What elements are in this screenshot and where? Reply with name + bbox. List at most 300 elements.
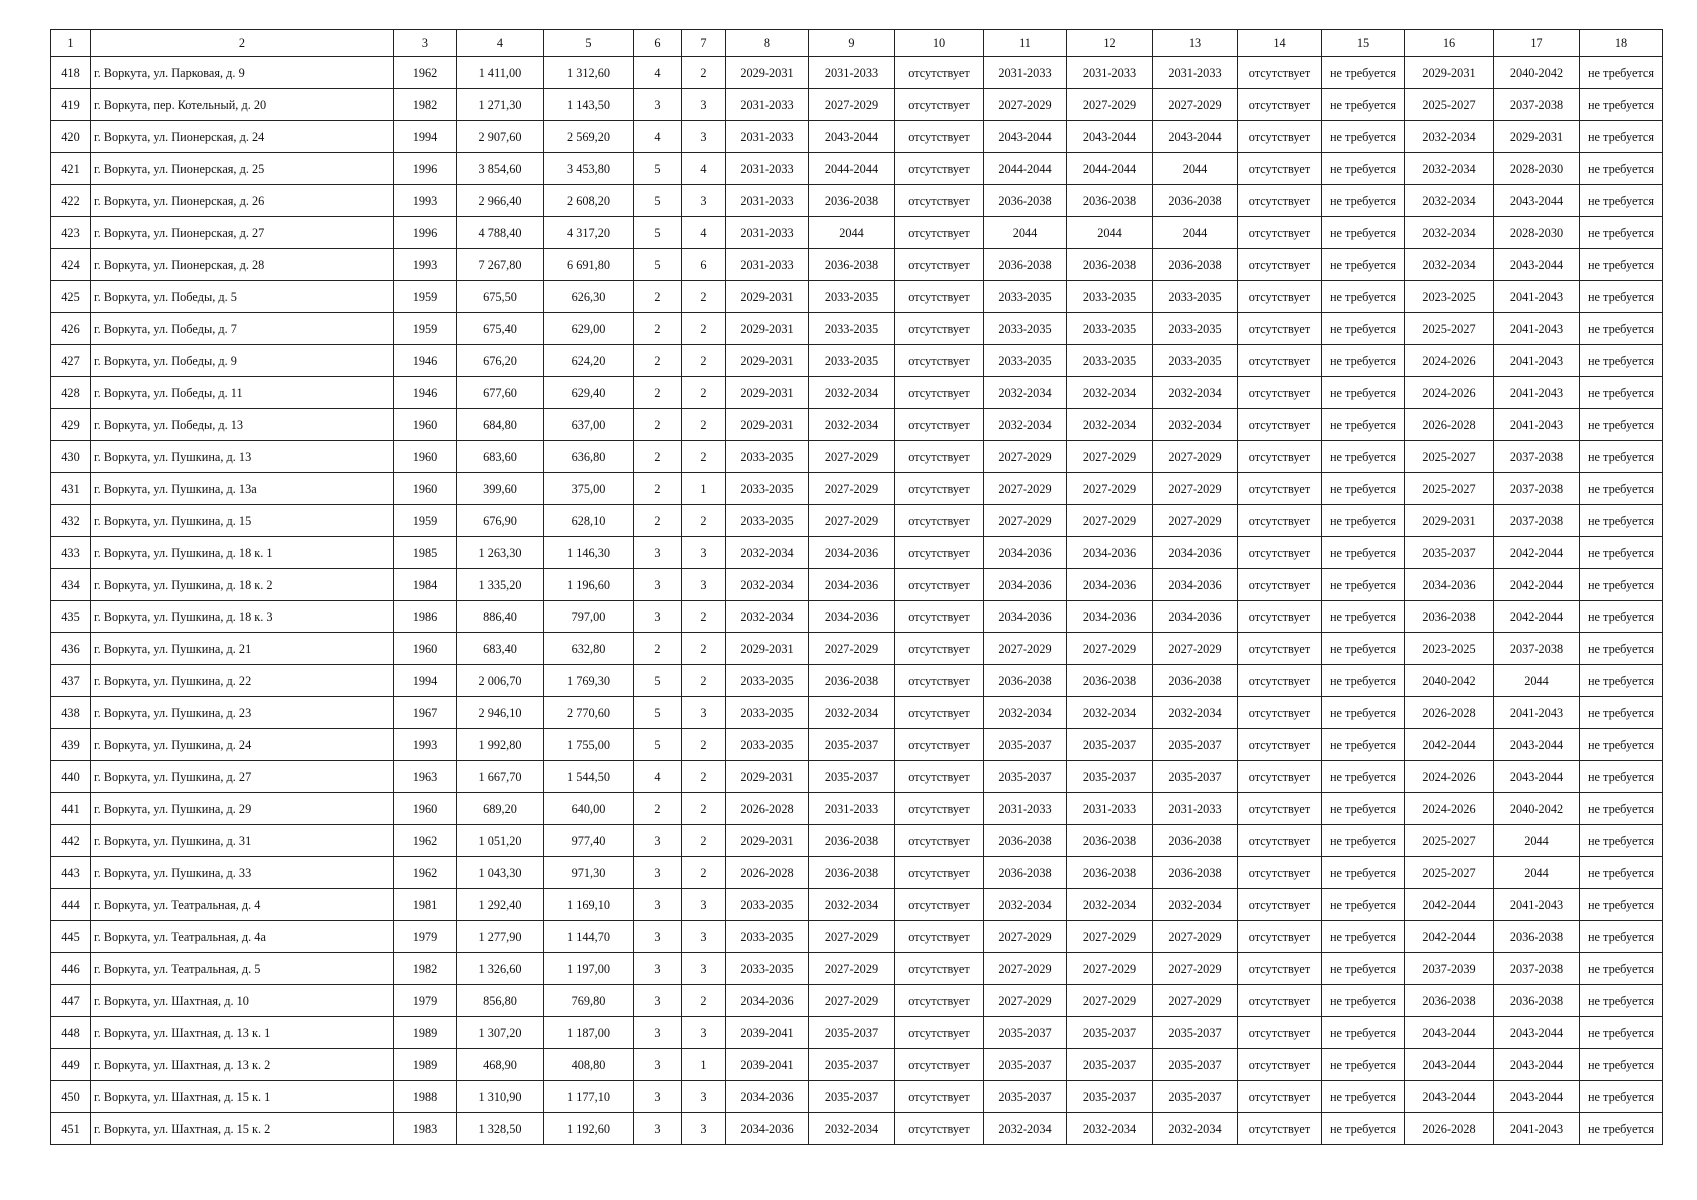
table-row xyxy=(51,537,1663,569)
table-cell: 1960 xyxy=(394,633,457,665)
table-cell: 2 xyxy=(682,825,726,857)
table-cell: 2034-2036 xyxy=(809,537,895,569)
table-cell: 636,80 xyxy=(544,441,634,473)
table-cell: отсутствует xyxy=(1238,537,1322,569)
table-cell: не требуется xyxy=(1580,569,1663,601)
table-cell: 2031-2033 xyxy=(984,57,1067,89)
table-cell: 2023-2025 xyxy=(1405,281,1494,313)
row-number-cell: 444 xyxy=(51,889,91,921)
table-cell: не требуется xyxy=(1580,889,1663,921)
table-cell: 2 xyxy=(634,313,682,345)
table-cell: 1 310,90 xyxy=(457,1081,544,1113)
table-cell: не требуется xyxy=(1322,377,1405,409)
table-cell: 2033-2035 xyxy=(726,665,809,697)
table-cell: 2027-2029 xyxy=(1153,441,1238,473)
table-cell: 3 854,60 xyxy=(457,153,544,185)
table-cell: 2037-2038 xyxy=(1494,441,1580,473)
table-cell: 2032-2034 xyxy=(1405,249,1494,281)
table-cell: 3 xyxy=(682,921,726,953)
table-cell: отсутствует xyxy=(1238,89,1322,121)
table-cell: не требуется xyxy=(1580,505,1663,537)
row-number-cell: 418 xyxy=(51,57,91,89)
table-cell: не требуется xyxy=(1580,953,1663,985)
table-cell: 2031-2033 xyxy=(726,249,809,281)
table-row xyxy=(51,185,1663,217)
row-number-cell: 429 xyxy=(51,409,91,441)
table-cell: отсутствует xyxy=(1238,1017,1322,1049)
table-cell: 399,60 xyxy=(457,473,544,505)
table-cell: 2037-2038 xyxy=(1494,89,1580,121)
table-cell: 1979 xyxy=(394,985,457,1017)
table-cell: 2032-2034 xyxy=(984,889,1067,921)
table-cell: 2 xyxy=(682,761,726,793)
table-cell: 2031-2033 xyxy=(809,793,895,825)
table-cell: отсутствует xyxy=(895,569,984,601)
table-cell: 2027-2029 xyxy=(1067,89,1153,121)
table-cell: 2036-2038 xyxy=(809,825,895,857)
row-number-cell: 441 xyxy=(51,793,91,825)
table-cell: 2044 xyxy=(809,217,895,249)
table-cell: 1984 xyxy=(394,569,457,601)
table-cell: 2036-2038 xyxy=(1153,249,1238,281)
table-cell: 2031-2033 xyxy=(726,121,809,153)
table-cell: не требуется xyxy=(1322,569,1405,601)
table-cell: 2035-2037 xyxy=(1153,761,1238,793)
table-cell: 2 xyxy=(682,633,726,665)
address-cell: г. Воркута, ул. Пионерская, д. 27 xyxy=(91,217,394,249)
table-cell: 2032-2034 xyxy=(809,377,895,409)
table-cell: 2027-2029 xyxy=(1067,505,1153,537)
table-cell: не требуется xyxy=(1322,89,1405,121)
table-cell: отсутствует xyxy=(895,537,984,569)
table-cell: 2041-2043 xyxy=(1494,697,1580,729)
table-cell: отсутствует xyxy=(1238,441,1322,473)
table-cell: отсутствует xyxy=(895,377,984,409)
column-number-4: 4 xyxy=(457,30,544,57)
table-cell: 2037-2038 xyxy=(1494,633,1580,665)
address-cell: г. Воркута, ул. Пушкина, д. 21 xyxy=(91,633,394,665)
table-cell: 629,00 xyxy=(544,313,634,345)
table-cell: 4 xyxy=(634,57,682,89)
document-table-sheet xyxy=(50,29,1662,1145)
table-cell: 4 xyxy=(634,761,682,793)
table-cell: 2044-2044 xyxy=(1067,153,1153,185)
table-cell: 2032-2034 xyxy=(1153,377,1238,409)
table-cell: 2026-2028 xyxy=(726,793,809,825)
table-cell: отсутствует xyxy=(895,185,984,217)
table-cell: 2032-2034 xyxy=(809,889,895,921)
table-cell: 2036-2038 xyxy=(1153,185,1238,217)
table-cell: отсутствует xyxy=(1238,825,1322,857)
table-cell: не требуется xyxy=(1322,281,1405,313)
table-cell: 2033-2035 xyxy=(1067,313,1153,345)
table-cell: 2035-2037 xyxy=(809,1017,895,1049)
row-number-cell: 431 xyxy=(51,473,91,505)
table-cell: 1 xyxy=(682,473,726,505)
address-cell: г. Воркута, ул. Пионерская, д. 28 xyxy=(91,249,394,281)
table-cell: отсутствует xyxy=(1238,793,1322,825)
column-number-3: 3 xyxy=(394,30,457,57)
table-cell: не требуется xyxy=(1580,1017,1663,1049)
table-cell: отсутствует xyxy=(1238,313,1322,345)
row-number-cell: 420 xyxy=(51,121,91,153)
table-cell: 2032-2034 xyxy=(809,697,895,729)
table-cell: 2 xyxy=(634,377,682,409)
table-cell: 2035-2037 xyxy=(1153,1049,1238,1081)
table-cell: 2031-2033 xyxy=(726,153,809,185)
address-cell: г. Воркута, ул. Шахтная, д. 13 к. 2 xyxy=(91,1049,394,1081)
table-cell: не требуется xyxy=(1580,249,1663,281)
address-cell: г. Воркута, ул. Пушкина, д. 18 к. 3 xyxy=(91,601,394,633)
table-cell: не требуется xyxy=(1580,537,1663,569)
table-cell: 2033-2035 xyxy=(726,441,809,473)
table-cell: 3 453,80 xyxy=(544,153,634,185)
table-cell: 2024-2026 xyxy=(1405,793,1494,825)
table-cell: 2029-2031 xyxy=(726,377,809,409)
table-cell: отсутствует xyxy=(1238,953,1322,985)
table-cell: 1 326,60 xyxy=(457,953,544,985)
table-cell: 2025-2027 xyxy=(1405,313,1494,345)
address-cell: г. Воркута, ул. Пушкина, д. 18 к. 2 xyxy=(91,569,394,601)
row-number-cell: 448 xyxy=(51,1017,91,1049)
table-cell: 2043-2044 xyxy=(984,121,1067,153)
table-cell: отсутствует xyxy=(1238,729,1322,761)
table-cell: 2 xyxy=(634,793,682,825)
address-cell: г. Воркута, ул. Победы, д. 9 xyxy=(91,345,394,377)
table-cell: 2032-2034 xyxy=(984,697,1067,729)
row-number-cell: 447 xyxy=(51,985,91,1017)
table-cell: 2034-2036 xyxy=(1067,601,1153,633)
table-cell: отсутствует xyxy=(1238,633,1322,665)
table-cell: 2029-2031 xyxy=(726,825,809,857)
address-cell: г. Воркута, ул. Пушкина, д. 13а xyxy=(91,473,394,505)
table-row xyxy=(51,1081,1663,1113)
table-cell: не требуется xyxy=(1580,761,1663,793)
table-cell: не требуется xyxy=(1322,441,1405,473)
table-row xyxy=(51,473,1663,505)
table-cell: 2035-2037 xyxy=(1067,761,1153,793)
table-row xyxy=(51,633,1663,665)
table-cell: не требуется xyxy=(1322,217,1405,249)
table-cell: отсутствует xyxy=(895,345,984,377)
table-cell: не требуется xyxy=(1322,665,1405,697)
table-cell: 1 043,30 xyxy=(457,857,544,889)
address-cell: г. Воркута, ул. Пушкина, д. 13 xyxy=(91,441,394,473)
table-cell: 5 xyxy=(634,153,682,185)
table-cell: отсутствует xyxy=(895,601,984,633)
row-number-cell: 419 xyxy=(51,89,91,121)
table-cell: 3 xyxy=(682,1081,726,1113)
table-row xyxy=(51,601,1663,633)
table-cell: не требуется xyxy=(1322,313,1405,345)
table-cell: 2029-2031 xyxy=(1494,121,1580,153)
table-cell: не требуется xyxy=(1322,697,1405,729)
table-cell: 2044 xyxy=(1153,153,1238,185)
table-cell: отсутствует xyxy=(1238,505,1322,537)
table-cell: 2025-2027 xyxy=(1405,89,1494,121)
table-cell: 3 xyxy=(682,953,726,985)
table-cell: 2035-2037 xyxy=(1153,1017,1238,1049)
address-cell: г. Воркута, ул. Пушкина, д. 24 xyxy=(91,729,394,761)
table-cell: не требуется xyxy=(1322,825,1405,857)
table-cell: 1981 xyxy=(394,889,457,921)
table-cell: 2027-2029 xyxy=(809,473,895,505)
table-cell: 1 307,20 xyxy=(457,1017,544,1049)
address-cell: г. Воркута, ул. Пушкина, д. 23 xyxy=(91,697,394,729)
table-cell: 1959 xyxy=(394,313,457,345)
table-cell: 2032-2034 xyxy=(726,537,809,569)
table-cell: 468,90 xyxy=(457,1049,544,1081)
table-cell: 1989 xyxy=(394,1017,457,1049)
table-cell: 3 xyxy=(682,89,726,121)
table-cell: 2033-2035 xyxy=(984,281,1067,313)
table-cell: 2036-2038 xyxy=(1494,921,1580,953)
address-cell: г. Воркута, ул. Шахтная, д. 13 к. 1 xyxy=(91,1017,394,1049)
column-number-14: 14 xyxy=(1238,30,1322,57)
table-cell: 1960 xyxy=(394,473,457,505)
table-cell: 2035-2037 xyxy=(1153,729,1238,761)
table-cell: 2025-2027 xyxy=(1405,473,1494,505)
table-cell: 2044 xyxy=(1494,665,1580,697)
address-cell: г. Воркута, ул. Пушкина, д. 27 xyxy=(91,761,394,793)
table-cell: 2037-2039 xyxy=(1405,953,1494,985)
column-number-2: 2 xyxy=(91,30,394,57)
table-cell: 1993 xyxy=(394,249,457,281)
column-number-10: 10 xyxy=(895,30,984,57)
row-number-cell: 451 xyxy=(51,1113,91,1145)
table-cell: 626,30 xyxy=(544,281,634,313)
table-cell: не требуется xyxy=(1580,57,1663,89)
table-cell: 2033-2035 xyxy=(1153,281,1238,313)
table-cell: отсутствует xyxy=(895,217,984,249)
table-cell: 2043-2044 xyxy=(1067,121,1153,153)
table-cell: 2042-2044 xyxy=(1494,601,1580,633)
table-cell: 1962 xyxy=(394,57,457,89)
table-cell: отсутствует xyxy=(1238,601,1322,633)
table-cell: 2041-2043 xyxy=(1494,409,1580,441)
table-cell: 2 xyxy=(634,281,682,313)
table-cell: 2027-2029 xyxy=(1067,633,1153,665)
table-cell: 3 xyxy=(634,825,682,857)
table-cell: 2026-2028 xyxy=(726,857,809,889)
table-row xyxy=(51,665,1663,697)
table-cell: 2033-2035 xyxy=(1067,345,1153,377)
table-row xyxy=(51,505,1663,537)
table-cell: 2029-2031 xyxy=(726,761,809,793)
table-cell: отсутствует xyxy=(1238,249,1322,281)
table-cell: отсутствует xyxy=(895,313,984,345)
table-cell: 4 317,20 xyxy=(544,217,634,249)
table-cell: 683,40 xyxy=(457,633,544,665)
table-cell: 2027-2029 xyxy=(809,953,895,985)
table-cell: 1979 xyxy=(394,921,457,953)
table-cell: 2 xyxy=(682,377,726,409)
table-cell: 2037-2038 xyxy=(1494,473,1580,505)
table-cell: 2031-2033 xyxy=(726,217,809,249)
table-cell: 2036-2038 xyxy=(1153,825,1238,857)
table-row xyxy=(51,569,1663,601)
table-cell: 2025-2027 xyxy=(1405,825,1494,857)
table-cell: отсутствует xyxy=(895,697,984,729)
table-cell: 2032-2034 xyxy=(726,601,809,633)
table-cell: 2026-2028 xyxy=(1405,697,1494,729)
table-cell: 2034-2036 xyxy=(809,569,895,601)
table-cell: 1989 xyxy=(394,1049,457,1081)
table-cell: 1 667,70 xyxy=(457,761,544,793)
address-cell: г. Воркута, ул. Парковая, д. 9 xyxy=(91,57,394,89)
table-cell: 2044 xyxy=(1067,217,1153,249)
table-cell: 2032-2034 xyxy=(1405,185,1494,217)
address-cell: г. Воркута, ул. Пионерская, д. 24 xyxy=(91,121,394,153)
table-cell: 2031-2033 xyxy=(1067,57,1153,89)
table-cell: 2043-2044 xyxy=(1494,185,1580,217)
table-cell: отсутствует xyxy=(1238,889,1322,921)
table-cell: не требуется xyxy=(1580,857,1663,889)
table-cell: 2036-2038 xyxy=(984,857,1067,889)
table-cell: 2035-2037 xyxy=(809,729,895,761)
table-cell: 1 312,60 xyxy=(544,57,634,89)
row-number-cell: 436 xyxy=(51,633,91,665)
table-row xyxy=(51,825,1663,857)
table-cell: не требуется xyxy=(1322,889,1405,921)
table-cell: 2 xyxy=(682,313,726,345)
table-cell: 3 xyxy=(682,1017,726,1049)
table-cell: 1 411,00 xyxy=(457,57,544,89)
table-cell: 2043-2044 xyxy=(809,121,895,153)
table-cell: не требуется xyxy=(1322,505,1405,537)
row-number-cell: 428 xyxy=(51,377,91,409)
table-cell: отсутствует xyxy=(895,249,984,281)
table-cell: 2029-2031 xyxy=(726,409,809,441)
table-cell: не требуется xyxy=(1322,57,1405,89)
table-cell: 1962 xyxy=(394,857,457,889)
table-cell: 2026-2028 xyxy=(1405,409,1494,441)
address-cell: г. Воркута, ул. Пионерская, д. 26 xyxy=(91,185,394,217)
table-cell: 2034-2036 xyxy=(809,601,895,633)
table-cell: 2035-2037 xyxy=(1067,1049,1153,1081)
table-cell: 1 169,10 xyxy=(544,889,634,921)
column-number-6: 6 xyxy=(634,30,682,57)
table-cell: 2044 xyxy=(1153,217,1238,249)
table-cell: 1985 xyxy=(394,537,457,569)
table-row xyxy=(51,217,1663,249)
table-cell: не требуется xyxy=(1322,473,1405,505)
table-row xyxy=(51,921,1663,953)
table-cell: 2035-2037 xyxy=(1405,537,1494,569)
table-cell: 632,80 xyxy=(544,633,634,665)
table-cell: 2044 xyxy=(984,217,1067,249)
table-cell: 2031-2033 xyxy=(1153,793,1238,825)
table-row xyxy=(51,377,1663,409)
table-cell: 677,60 xyxy=(457,377,544,409)
row-number-cell: 427 xyxy=(51,345,91,377)
table-cell: 2027-2029 xyxy=(984,633,1067,665)
table-cell: 886,40 xyxy=(457,601,544,633)
table-cell: отсутствует xyxy=(895,1049,984,1081)
row-number-cell: 437 xyxy=(51,665,91,697)
table-cell: 2 xyxy=(682,505,726,537)
table-cell: 4 xyxy=(682,153,726,185)
row-number-cell: 425 xyxy=(51,281,91,313)
table-cell: не требуется xyxy=(1322,729,1405,761)
table-row xyxy=(51,441,1663,473)
table-cell: не требуется xyxy=(1322,633,1405,665)
table-cell: не требуется xyxy=(1580,281,1663,313)
row-number-cell: 432 xyxy=(51,505,91,537)
table-cell: 2033-2035 xyxy=(726,473,809,505)
row-number-cell: 440 xyxy=(51,761,91,793)
table-cell: отсутствует xyxy=(895,985,984,1017)
table-cell: 1982 xyxy=(394,953,457,985)
table-cell: 1 051,20 xyxy=(457,825,544,857)
table-cell: 1 335,20 xyxy=(457,569,544,601)
table-cell: 2035-2037 xyxy=(1067,729,1153,761)
table-cell: 2027-2029 xyxy=(984,473,1067,505)
table-cell: 2033-2035 xyxy=(726,953,809,985)
table-row xyxy=(51,249,1663,281)
row-number-cell: 450 xyxy=(51,1081,91,1113)
table-cell: 2034-2036 xyxy=(1153,601,1238,633)
table-cell: 2036-2038 xyxy=(809,185,895,217)
table-cell: не требуется xyxy=(1580,217,1663,249)
table-cell: 2032-2034 xyxy=(1153,889,1238,921)
table-cell: 2042-2044 xyxy=(1405,921,1494,953)
table-cell: 2035-2037 xyxy=(984,1017,1067,1049)
table-cell: не требуется xyxy=(1580,1081,1663,1113)
table-cell: 2034-2036 xyxy=(1067,537,1153,569)
table-cell: не требуется xyxy=(1580,345,1663,377)
table-row xyxy=(51,793,1663,825)
table-cell: 2035-2037 xyxy=(984,1049,1067,1081)
table-cell: 2032-2034 xyxy=(1067,697,1153,729)
table-cell: 1 143,50 xyxy=(544,89,634,121)
table-cell: 2032-2034 xyxy=(1153,409,1238,441)
table-cell: 2 xyxy=(634,505,682,537)
table-cell: 1 192,60 xyxy=(544,1113,634,1145)
table-cell: 629,40 xyxy=(544,377,634,409)
address-cell: г. Воркута, ул. Победы, д. 13 xyxy=(91,409,394,441)
table-cell: 1994 xyxy=(394,121,457,153)
table-cell: 2034-2036 xyxy=(984,601,1067,633)
table-cell: отсутствует xyxy=(1238,921,1322,953)
row-number-cell: 438 xyxy=(51,697,91,729)
table-cell: 2033-2035 xyxy=(726,889,809,921)
table-cell: 684,80 xyxy=(457,409,544,441)
table-row xyxy=(51,697,1663,729)
table-cell: 2 xyxy=(634,441,682,473)
table-cell: 2042-2044 xyxy=(1405,729,1494,761)
address-cell: г. Воркута, ул. Пушкина, д. 22 xyxy=(91,665,394,697)
column-number-17: 17 xyxy=(1494,30,1580,57)
table-cell: 1946 xyxy=(394,345,457,377)
table-cell: 2036-2038 xyxy=(809,857,895,889)
table-cell: 2 xyxy=(682,57,726,89)
table-cell: 7 267,80 xyxy=(457,249,544,281)
row-number-cell: 423 xyxy=(51,217,91,249)
table-cell: отсутствует xyxy=(895,665,984,697)
table-cell: 2027-2029 xyxy=(1153,633,1238,665)
table-cell: 1 328,50 xyxy=(457,1113,544,1145)
table-cell: не требуется xyxy=(1580,985,1663,1017)
table-cell: 2027-2029 xyxy=(1153,985,1238,1017)
table-cell: 1 992,80 xyxy=(457,729,544,761)
table-cell: 3 xyxy=(682,537,726,569)
table-cell: 1962 xyxy=(394,825,457,857)
table-row xyxy=(51,281,1663,313)
table-cell: 1 271,30 xyxy=(457,89,544,121)
table-cell: 2 608,20 xyxy=(544,185,634,217)
table-cell: 2036-2038 xyxy=(1067,665,1153,697)
